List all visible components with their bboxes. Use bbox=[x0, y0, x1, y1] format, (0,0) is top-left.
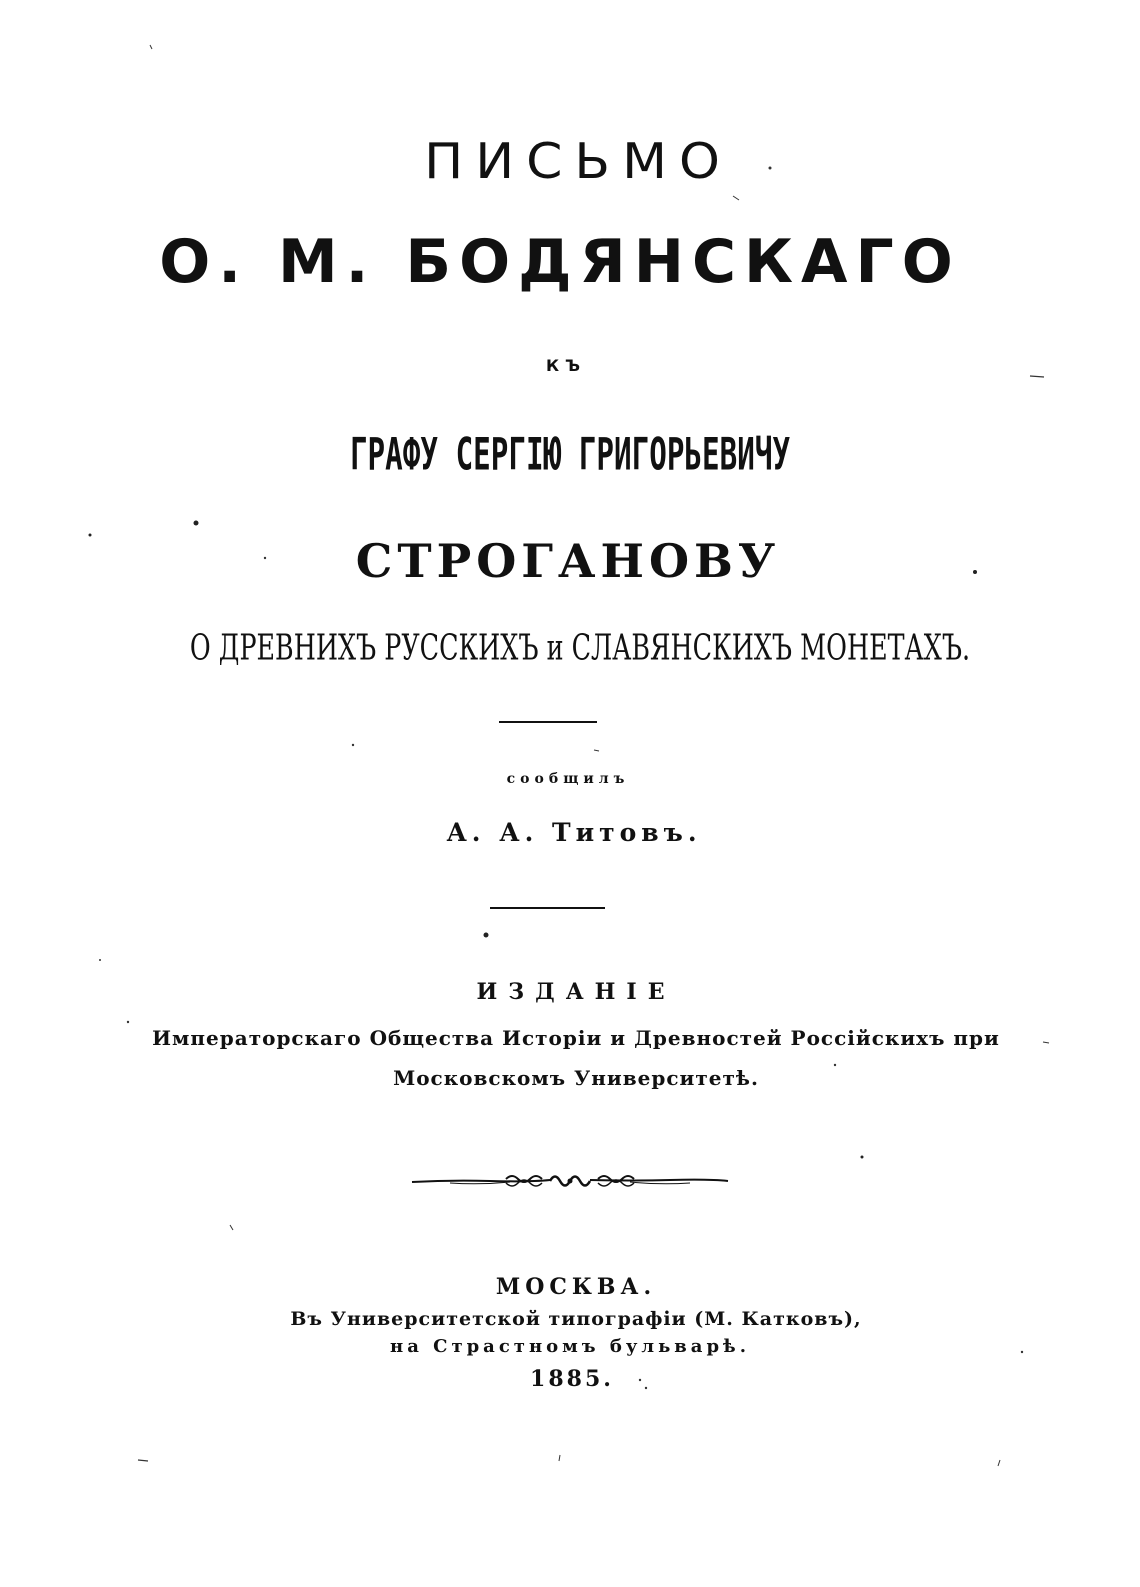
printer-line-2: на Страстномъ бульварѣ. bbox=[390, 1336, 750, 1357]
author-name: О. М. БОДЯНСКАГО bbox=[159, 227, 961, 297]
society-line-1: Императорскаго Общества Исторіи и Древностей Россійскихъ при bbox=[152, 1026, 1000, 1050]
divider-rule-top bbox=[499, 721, 597, 723]
recipient-line: ГРАФУ СЕРГІЮ ГРИГОРЬЕВИЧУ bbox=[349, 429, 791, 481]
preposition: КЪ bbox=[545, 356, 587, 375]
society-line-2: Московскомъ Университетѣ. bbox=[393, 1066, 759, 1090]
subject-line: О ДРЕВНИХЪ РУССКИХЪ и СЛАВЯНСКИХЪ МОНЕТАХЪ. bbox=[189, 628, 971, 669]
title: ПИСЬМО bbox=[424, 133, 732, 191]
ornament-divider-icon bbox=[410, 1168, 730, 1194]
recipient-surname: СТРОГАНОВУ bbox=[355, 534, 781, 588]
printer-line-1: Въ Университетской типографіи (М. Катковъ), bbox=[290, 1308, 862, 1330]
communicator-name: А. А. Титовъ. bbox=[446, 818, 702, 847]
edition-label: ИЗДАНІЕ bbox=[476, 979, 676, 1005]
divider-rule-bottom bbox=[490, 907, 605, 909]
city: МОСКВА. bbox=[495, 1274, 657, 1300]
year: 1885. bbox=[530, 1366, 614, 1392]
communicated-by-label: сообщилъ bbox=[506, 771, 630, 787]
